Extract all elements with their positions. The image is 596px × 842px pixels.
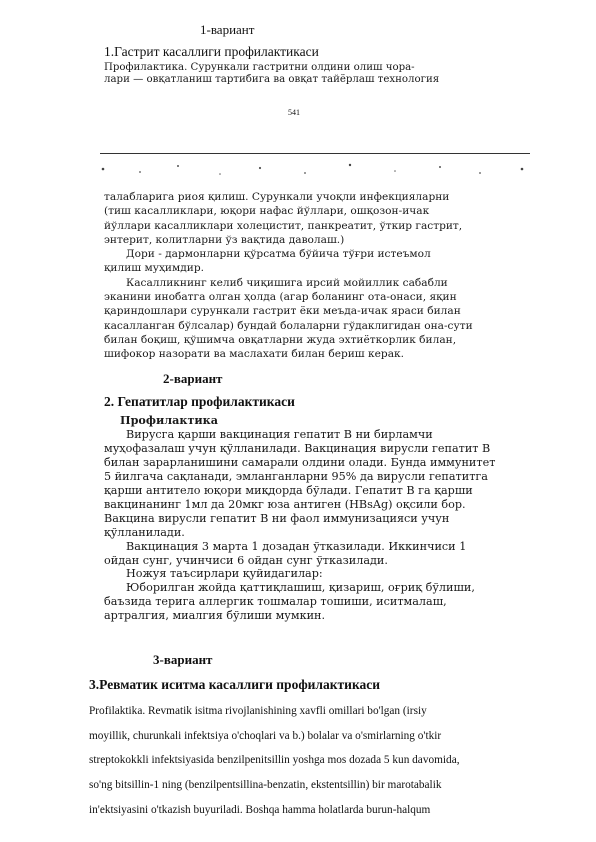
- variant1-heading: 1.Гастрит касаллиги профилактикаси: [104, 44, 319, 59]
- scan-line: лари — овқатланиш тартибига ва овқат тайёрлаш технология: [104, 74, 440, 85]
- scan-line: билан боқиш, қўшимча овқатларни жуда эхтиёткорлик билан,: [104, 333, 457, 346]
- rheumatic-fever-text: [89, 699, 559, 823]
- scan-line: Дори - дармонларни қўрсатма бўйича тўғри истеъмол: [126, 248, 431, 261]
- scan-fragment-hepatitis: [104, 414, 524, 623]
- scan-line: ойдан сунг, учинчиси 6 ойдан сунг ўтказилади.: [104, 553, 388, 567]
- page-number: 541: [288, 108, 300, 117]
- scan-line: (тиш касалликлари, юқори нафас йўллари, ошқозон-ичак: [104, 205, 430, 218]
- variant2-label: 2-вариант: [163, 371, 223, 386]
- scan-line: касалланган бўлсалар) бундай болаларни гўдаклигидан она-сути: [104, 319, 473, 332]
- scan-line: Профилактика. Сурункали гастритни олдини олиш чора-: [104, 62, 415, 73]
- scan-line: артралгия, миалгия бўлиши мумкин.: [104, 609, 326, 623]
- scan-line: қариндошлари сурункали гастрит ёки меъда-ичак яраси билан: [104, 305, 461, 318]
- scan-line: энтерит, колитларни ўз вақтида даволаш.): [104, 233, 345, 246]
- scan-line: талабларига риоя қилиш. Сурункали учоқли инфекцияларни: [104, 191, 450, 203]
- scan-line: қилиш муҳимдир.: [104, 262, 204, 275]
- scan-fragment-gastritis: [104, 190, 524, 362]
- scan-fragment-top: [104, 62, 524, 86]
- scan-line: эканини инобатга олган ҳолда (агар боланинг ота-онаси, яқин: [104, 291, 457, 304]
- variant1-label: 1-вариант: [200, 22, 255, 37]
- scan-line: Ножуя таъсирлари қуйидагилар:: [126, 567, 323, 581]
- scan-line: Вакцинация 3 марта 1 дозадан ўтказилади. Иккинчиси 1: [126, 539, 467, 553]
- scan-line: Касалликнинг келиб чиқишига ирсий мойиллик сабабли: [126, 276, 448, 289]
- text-line: so'ng bitsillin-1 ning (benzilpentsillina-benzatin, ekstentsillin) bir marotabalik: [89, 779, 442, 792]
- text-line: Profilaktika. Revmatik isitma rivojlanishining xavfli omillari bo'lgan (irsiy: [89, 705, 427, 717]
- scan-line: йўллари касалликлари холецистит, панкреатит, ўткир гастрит,: [104, 219, 463, 232]
- scan-subheading: Профилактика: [120, 414, 219, 427]
- scan-line: муҳофазалаш учун қўлланилади. Вакцинация вирусли гепатит В: [104, 441, 491, 455]
- text-line: moyillik, churunkali infektsiya o'choqlari va b.) bolalar va o'smirlarning o'tkir: [89, 729, 442, 742]
- variant2-heading: 2. Гепатитлар профилактикаси: [104, 394, 295, 409]
- scan-noise: [100, 160, 530, 178]
- scan-line: билан зарарланишини самарали олдини олади. Бунда иммунитет: [104, 455, 496, 469]
- scan-divider: [100, 153, 530, 154]
- scan-line: баъзида терига аллергик тошмалар тошиши, иситмалаш,: [104, 595, 447, 609]
- scan-line: Вакцина вирусли гепатит В ни фаол иммунизацияси учун: [104, 511, 450, 525]
- scan-line: Юборилган жойда қаттиқлашиш, қизариш, оғриқ бўлиши,: [126, 581, 475, 595]
- scan-line: қарши антитело юқори миқдорда бўлади. Гепатит В га қарши: [104, 483, 473, 497]
- text-line: streptokokkli infektsiyasida benzilpenitsillin yoshga mos dozada 5 kun davomida,: [89, 754, 460, 767]
- scan-line: шифокор назорати ва маслахати билан бериш керак.: [104, 348, 405, 361]
- variant3-heading: 3.Ревматик иситма касаллиги профилактикаси: [89, 677, 381, 692]
- scan-line: қўлланилади.: [104, 525, 185, 539]
- variant3-label: 3-вариант: [153, 652, 213, 667]
- scan-line: 5 йилгача сақланади, эмланганларни 95% да вирусли гепатитга: [104, 469, 488, 483]
- scan-line: вакцинанинг 1мл да 20мкг юза антиген (HBsAg) оқсили бор.: [104, 497, 466, 511]
- scan-line: Вирусга қарши вакцинация гепатит В ни бирламчи: [126, 427, 433, 441]
- text-line: in'ektsiyasini o'tkazish buyuriladi. Boshqa hamma holatlarda burun-halqum: [89, 803, 431, 816]
